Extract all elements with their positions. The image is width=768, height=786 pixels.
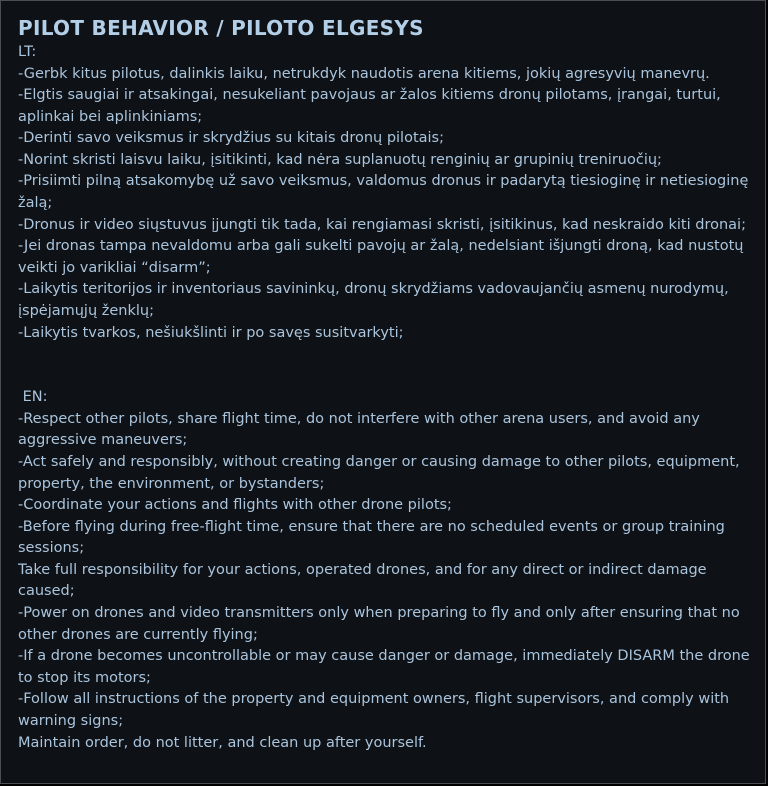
rule-item: -Act safely and responsibly, without creating danger or causing damage to other pilots, equipment, property, the environment, or bystanders; [18,453,740,492]
rule-item: -Jei dronas tampa nevaldomu arba gali sukelti pavojų ar žalą, nedelsiant išjungti droną, kad nustotų veikti jo varikliai “disarm”; [18,238,744,276]
rule-item: -Derinti savo veiksmus ir skrydžius su kitais dronų pilotais; [18,130,444,147]
rule-item: -Laikytis teritorijos ir inventoriaus savininkų, dronų skrydžiams vadovaujančių asmenų nurodymų, įspėjamųjų ženklų; [18,281,729,320]
rule-item: Take full responsibility for your actions, operated drones, and for any direct or indirect damage caused; [18,561,707,600]
section-label-lt: LT: [18,44,37,60]
rule-item: -Elgtis saugiai ir atsakingai, nesukeliant pavojaus ar žalos kitiems dronų pilotams, įrangai, turtui, aplinkai bei aplinkiniams; [18,87,721,125]
rule-item: -Dronus ir video siųstuvus įjungti tik tada, kai rengiamasi skristi, įsitikinus, kad neskraido kiti dronai; [18,216,746,233]
rules-list-en [18,409,753,755]
page-title: PILOT BEHAVIOR / PILOTO ELGESYS [18,16,424,40]
rule-item: -Before flying during free-flight time, ensure that there are no scheduled events or group training sessions; [18,518,725,557]
rule-item: -Coordinate your actions and flights with other drone pilots; [18,497,452,514]
section-en [18,387,753,754]
rules-list-lt [18,64,753,345]
section-spacer [18,344,753,387]
rule-item: -Norint skristi laisvu laiku, įsitikinti, kad nėra suplanuotų renginių ar grupinių treniruočių; [18,151,662,168]
rule-item: -Respect other pilots, share flight time, do not interfere with other arena users, and avoid any aggressive maneuvers; [18,410,700,449]
rule-item: -Power on drones and video transmitters only when preparing to fly and only after ensuring that no other drones are currently flying; [18,605,740,643]
rule-item: -Prisiimti pilną atsakomybę už savo veiksmus, valdomus dronus ir padarytą tiesioginę ir netiesioginę žalą; [18,173,749,212]
section-label-en: EN: [18,389,48,406]
rule-item: -Follow all instructions of the property and equipment owners, flight supervisors, and comply with warning signs; [18,691,730,730]
rule-item: Maintain order, do not litter, and clean up after yourself. [18,734,427,751]
section-lt [18,42,753,344]
rule-item: -If a drone becomes uncontrollable or may cause danger or damage, immediately DISARM the drone to stop its motors; [18,648,750,686]
rule-item: -Laikytis tvarkos, nešiukšlinti ir po savęs susitvarkyti; [18,324,404,341]
rule-item: -Gerbk kitus pilotus, dalinkis laiku, netrukdyk naudotis arena kitiems, jokių agresyvių manevrų. [18,65,710,82]
